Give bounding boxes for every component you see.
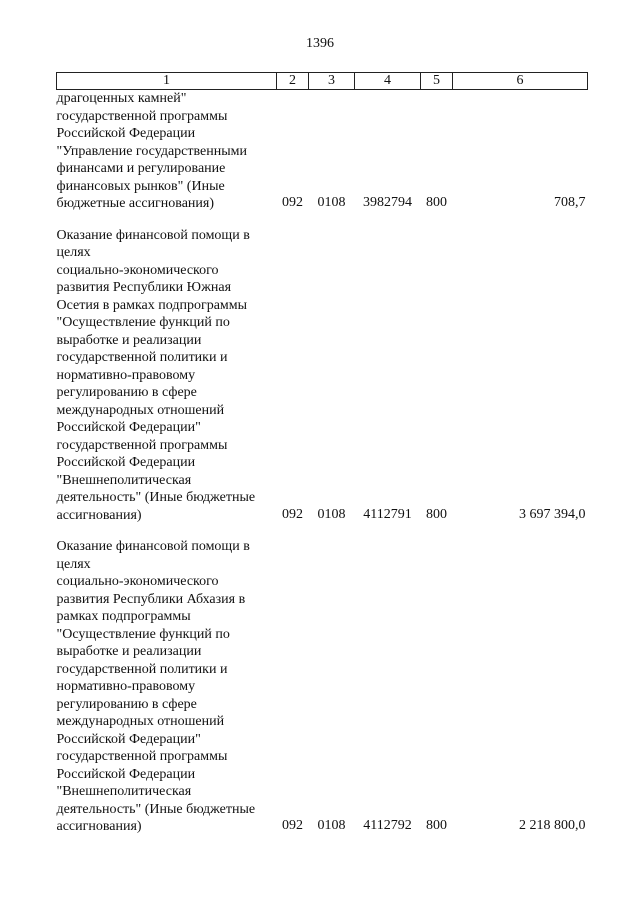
column-header-1: 1	[57, 73, 277, 90]
header-row	[57, 73, 588, 90]
column-header-3: 3	[309, 73, 355, 90]
row-ministry-code: 092	[282, 506, 303, 522]
row-section-code: 0108	[317, 818, 346, 833]
row-description: Оказание финансовой помощи в целях социально-экономического развития Республики Абхазия в рамках подпрограммы "Осуществление функций по выработке и реализации государственной политики и нормативно-правовому регулированию в сфере международных отношений Российской Федерации" государственной программы Российской Федерации "Внешнеполитическая деятельность" (Иные бюджетные ассигнования)	[56, 539, 256, 834]
table-body	[57, 90, 588, 836]
row-description: Оказание финансовой помощи в целях социально-экономического развития Республики Южная Осетия в рамках подпрограммы "Осуществление функций по выработке и реализации государственной политики и нормативно-правовому регулированию в сфере международных отношений Российской Федерации" государственной программы Российской Федерации "Внешнеполитическая деятельность" (Иные бюджетные ассигнования)	[56, 227, 256, 523]
row-description: драгоценных камней" государственной программы Российской Федерации "Управление государственными финансами и регулирование финансовых рынков" (Иные бюджетные ассигнования)	[56, 91, 247, 211]
table-row	[57, 227, 588, 525]
row-amount: 2 218 800,0	[519, 818, 586, 833]
row-ministry-code: 092	[282, 818, 303, 833]
table-row	[57, 538, 588, 836]
column-header-6: 6	[453, 73, 588, 90]
table-header	[57, 73, 588, 90]
row-expense-type: 800	[426, 195, 447, 210]
row-expense-type: 800	[426, 818, 447, 833]
column-header-2: 2	[277, 73, 309, 90]
row-expense-type: 800	[426, 506, 447, 522]
budget-table	[56, 72, 588, 836]
row-target-code: 3982794	[363, 195, 412, 210]
row-section-code: 0108	[317, 506, 346, 522]
row-section-code: 0108	[317, 195, 346, 210]
row-spacer	[57, 524, 588, 538]
column-header-5: 5	[421, 73, 453, 90]
row-spacer	[57, 213, 588, 227]
row-target-code: 4112791	[363, 506, 412, 522]
row-amount: 3 697 394,0	[519, 506, 586, 522]
page-number: 1396	[306, 36, 334, 51]
row-ministry-code: 092	[282, 195, 303, 210]
column-header-4: 4	[355, 73, 421, 90]
table-row	[57, 90, 588, 213]
row-amount: 708,7	[554, 195, 586, 210]
row-target-code: 4112792	[363, 818, 412, 833]
